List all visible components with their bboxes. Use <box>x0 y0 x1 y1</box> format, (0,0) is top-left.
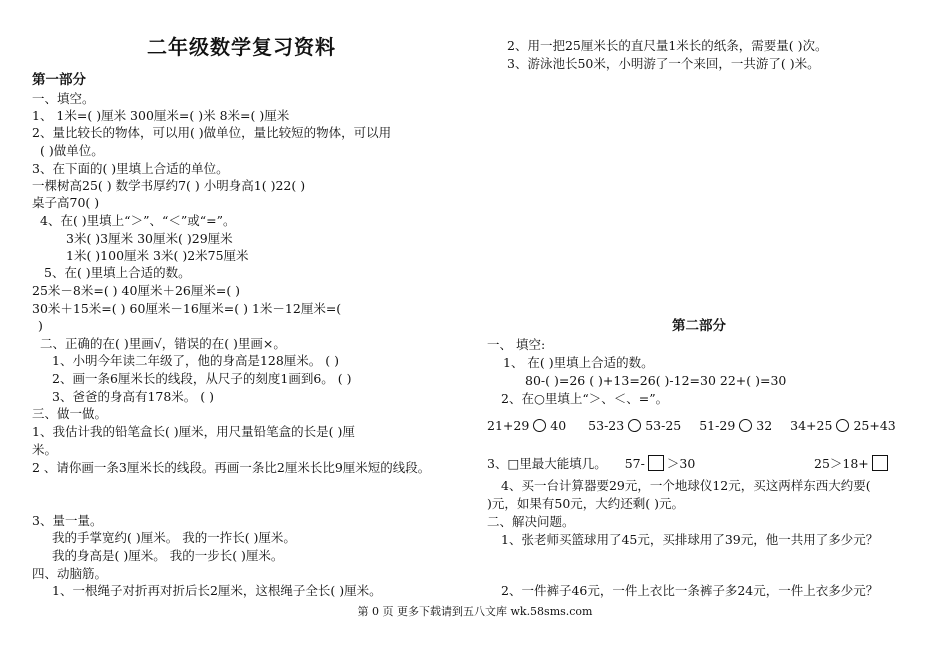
do-3-line-1: 我的手掌宽约( )厘米。 我的一拃长( )厘米。 <box>52 530 296 545</box>
compare-item: 51-29 32 <box>699 418 773 433</box>
brain-2: 2、用一把25厘米长的直尺量1米长的纸条，需要量( )次。 <box>507 38 828 53</box>
answer-box[interactable] <box>648 455 664 471</box>
page-title: 二年级数学复习资料 <box>147 35 336 59</box>
question-5: 5、在( )里填上合适的数。 <box>44 265 191 280</box>
judge-3: 3、爸爸的身高有178米。 ( ) <box>52 389 215 404</box>
section-solve: 二、解决问题。 <box>487 514 575 529</box>
compare-row <box>487 418 896 433</box>
part-two-heading: 第二部分 <box>672 318 726 334</box>
question-5-line-2: 30米＋15米=( ) 60厘米－16厘米=( ) 1米－12厘米=( <box>32 301 342 316</box>
fill-4-line-2: )元，如果有50元，大约还剩( )元。 <box>487 496 685 511</box>
compare-circle[interactable] <box>533 419 546 432</box>
section-fill-in-2: 一、 填空: <box>487 337 546 352</box>
do-1-line-2: 米。 <box>32 442 58 457</box>
fill-1-equations: 80-( )=26 ( )+13=26( )-12=30 22+( )=30 <box>525 373 787 388</box>
compare-item: 53-23 53-25 <box>588 418 682 433</box>
do-1-line-1: 1、我估计我的铅笔盒长( )厘米，用尺量铅笔盒的长是( )厘 <box>32 424 355 439</box>
question-5-line-3: ) <box>38 318 43 333</box>
section-fill-in: 一、填空。 <box>32 91 95 106</box>
question-1: 1、 1米=( )厘米 300厘米=( )米 8米=( )厘米 <box>32 108 290 123</box>
question-2-line-2: ( )做单位。 <box>40 143 104 158</box>
question-2-line-1: 2、量比较长的物体，可以用( )做单位，量比较短的物体，可以用 <box>32 125 392 140</box>
fill-1: 1、 在( )里填上合适的数。 <box>503 355 654 370</box>
do-3-line-2: 我的身高是( )厘米。 我的一步长( )厘米。 <box>52 548 284 563</box>
do-2: 2 、请你画一条3厘米长的线段。再画一条比2厘米长比9厘米短的线段。 <box>32 460 431 475</box>
page-footer: 第 0 页 更多下载请到五八文库 wk.58sms.com <box>357 605 593 618</box>
answer-box[interactable] <box>872 455 888 471</box>
compare-circle[interactable] <box>739 419 752 432</box>
part-one-heading: 第一部分 <box>32 72 86 88</box>
compare-circle[interactable] <box>836 419 849 432</box>
section-brain: 四、动脑筋。 <box>32 566 108 581</box>
solve-2: 2、一件裤子46元，一件上衣比一条裤子多24元，一件上衣多少元？ <box>501 583 879 598</box>
section-do-it: 三、做一做。 <box>32 406 108 421</box>
compare-circle[interactable] <box>628 419 641 432</box>
fill-3: 3、□里最大能填几。 57- ＞30 <box>487 456 696 471</box>
question-3-line-2: 桌子高70( ) <box>32 195 100 210</box>
section-true-false: 二、正确的在( )里画√，错误的在( )里画×。 <box>40 336 286 351</box>
question-4-line-2: 1米( )100厘米 3米( )2米75厘米 <box>66 248 249 263</box>
question-3: 3、在下面的( )里填上合适的单位。 <box>32 161 229 176</box>
fill-2: 2、在○里填上“＞、＜、=”。 <box>501 391 669 406</box>
question-4-line-1: 3米( )3厘米 30厘米( )29厘米 <box>66 231 233 246</box>
compare-item: 21+29 40 <box>487 418 567 433</box>
solve-1: 1、张老师买篮球用了45元，买排球用了39元，他一共用了多少元？ <box>501 532 879 547</box>
fill-4-line-1: 4、买一台计算器要29元，一个地球仪12元，买这两样东西大约要( <box>501 478 871 493</box>
compare-item: 34+25 25+43 <box>790 418 896 433</box>
question-4: 4、在( )里填上“＞”、“＜”或“=”。 <box>40 213 236 228</box>
fill-3-second: 25＞18+ <box>814 455 891 471</box>
brain-3: 3、游泳池长50米，小明游了一个来回，一共游了( )米。 <box>507 56 820 71</box>
brain-1: 1、一根绳子对折再对折后长2厘米，这根绳子全长( )厘米。 <box>52 583 382 598</box>
question-5-line-1: 25米－8米=( ) 40厘米＋26厘米=( ) <box>32 283 241 298</box>
judge-1: 1、小明今年读二年级了，他的身高是128厘米。 ( ) <box>52 353 340 368</box>
judge-2: 2、画一条6厘米长的线段，从尺子的刻度1画到6。 ( ) <box>52 371 352 386</box>
do-3: 3、量一量。 <box>32 513 103 528</box>
question-3-line-1: 一棵树高25( ) 数学书厚约7( ) 小明身高1( )22( ) <box>32 178 306 193</box>
